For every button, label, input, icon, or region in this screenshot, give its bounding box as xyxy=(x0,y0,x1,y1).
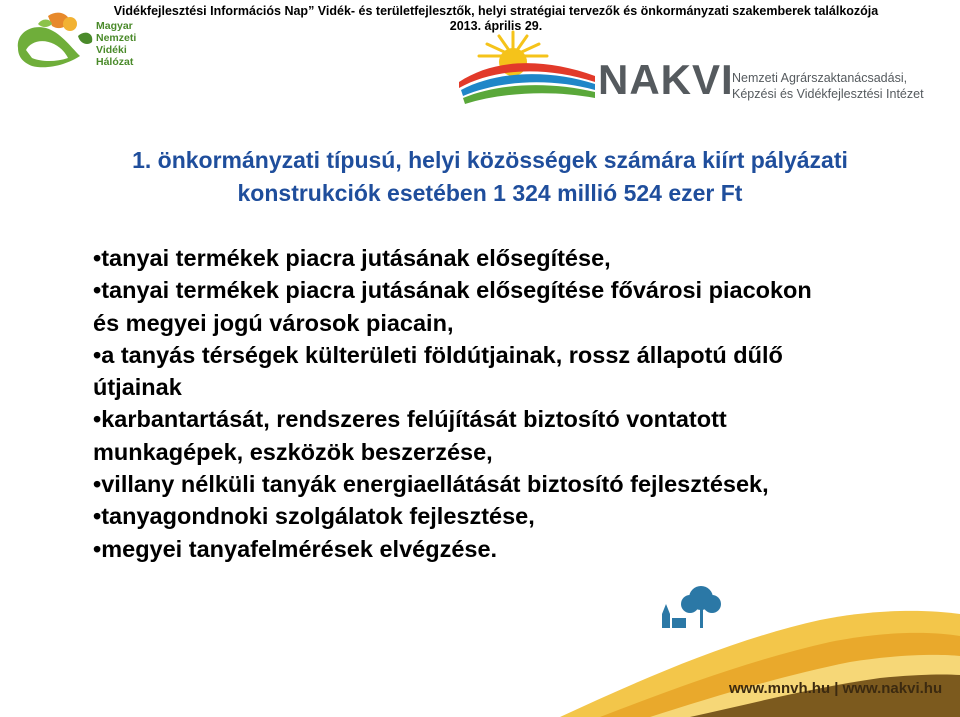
slide-title: 1. önkormányzati típusú, helyi közösségek számára kiírt pályázati konstrukciók esetében 1 324 millió 524 ezer Ft xyxy=(132,147,848,206)
list-item: munkagépek, eszközök beszerzése, xyxy=(93,438,493,465)
event-header-date: 2013. április 29. xyxy=(449,19,543,33)
event-header-line1: Vidékfejlesztési Információs Nap” Vidék- és területfejlesztők, helyi stratégiai tervezők és önkormányzati szakemberek találkozója xyxy=(113,4,879,18)
nakvi-wordmark: NAKVI xyxy=(598,56,734,103)
list-item: •megyei tanyafelmérések elvégzése. xyxy=(93,535,498,562)
bullet-list xyxy=(93,242,953,565)
footer-website-links: www.mnvh.hu | www.nakvi.hu xyxy=(729,680,943,697)
list-item: •tanyai termékek piacra jutásának elősegítése, xyxy=(93,245,611,271)
list-item: •a tanyás térségek külterületi földútjainak, rossz állapotú dűlő xyxy=(93,341,783,368)
list-item: •tanyai termékek piacra jutásának elősegítése fővárosi piacokon xyxy=(93,277,812,304)
mnvh-logo-text: Magyar Nemzeti Vidéki Hálózat xyxy=(96,20,137,68)
list-item: útjainak xyxy=(93,374,182,401)
nakvi-subtitle: Nemzeti Agrárszaktanácsadási, Képzési és Vidékfejlesztési Intézet xyxy=(732,71,924,101)
list-item: •villany nélküli tanyák energiaellátását biztosító fejlesztések, xyxy=(93,471,769,498)
list-item: •tanyagondnoki szolgálatok fejlesztése, xyxy=(93,503,535,530)
nakvi-sun-icon xyxy=(455,26,605,112)
list-item: •karbantartását, rendszeres felújítását biztosító vontatott xyxy=(93,406,727,433)
list-item: és megyei jogú városok piacain, xyxy=(93,309,454,336)
